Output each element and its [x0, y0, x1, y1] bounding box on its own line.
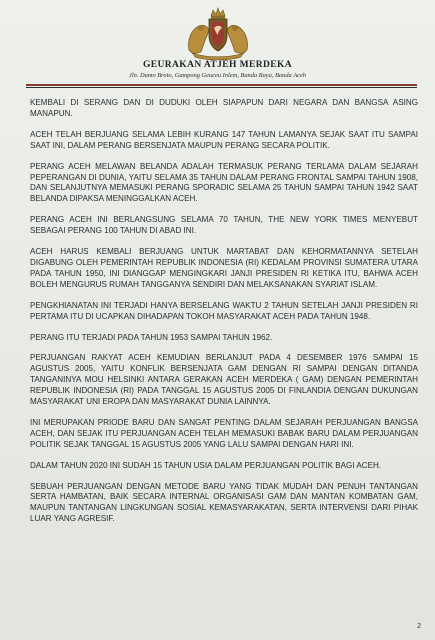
body-paragraph: ACEH HARUS KEMBALI BERJUANG UNTUK MARTABAT DAN KEHORMATANNYA SETELAH DIGABUNG OLEH PEMERINTAH REPUBLIK INDONESIA (RI) KEDALAM PROVINSI SUMATERA UTARA PADA TAHUN 1950, INI DIANGGAP MENGINGKARI JANJI PRESIDEN RI KETIKA ITU, BAHWA ACEH BOLEH MENGURUS RUMAH TANGGANYA SENDIRI DAN MELAKSANAKAN SYARIAT ISLAM.: [30, 247, 418, 289]
body-paragraph: SEBUAH PERJUANGAN DENGAN METODE BARU YANG TIDAK MUDAH DAN PENUH TANTANGAN SERTA HAMBATAN, BAIK SECARA INTERNAL ORGANISASI GAM DAN MANTAN KOMBATAN GAM, MAUPUN TANTANGAN LINGKUNGAN SOSIAL KEMASYARAKATAN, SERTA INTERVENSI DARI PIHAK LUAR YANG AGRESIF.: [30, 481, 418, 524]
body-paragraph: KEMBALI DI SERANG DAN DI DUDUKI OLEH SIAPAPUN DARI NEGARA DAN BANGSA ASING MANAPUN.: [30, 98, 418, 118]
body-paragraph: ACEH TELAH BERJUANG SELAMA LEBIH KURANG 147 TAHUN LAMANYA SEJAK SAAT ITU SAMPAI SAAT INI, DALAM PERANG BERSENJATA MAUPUN PERANG SECARA POLITIK.: [30, 129, 418, 150]
letterhead-divider-red: [26, 84, 417, 86]
coat-of-arms-crest-icon: [183, 6, 253, 60]
page-number: 2: [417, 623, 421, 630]
letterhead-divider-dark: [26, 87, 417, 88]
body-paragraph: PERANG ACEH MELAWAN BELANDA ADALAH TERMASUK PERANG TERLAMA DALAM SEJARAH PEPERANGAN DI DUNIA, YAITU SELAMA 35 TAHUN DALAM PERANG FRONTAL SAMPAI TAHUN 1908, DAN SELANJUTNYA MEMASUKI PERANG SPORADIC SELAMA 25 TAHUN SAMPAI TAHUN 1942 SAAT BELANDA DIPAKSA MENINGGALKAN ACEH.: [30, 161, 418, 204]
body-paragraph: PERJUANGAN RAKYAT ACEH KEMUDIAN BERLANJUT PADA 4 DESEMBER 1976 SAMPAI 15 AGUSTUS 2005, YAITU KONFLIK BERSENJATA GAM DENGAN RI SAMPAI DENGAN DITANDA TANGANINYA MOU HELSINKI ANTARA GERAKAN ACEH MERDEKA ( GAM) DENGAN PEMERINTAH REPUBLIK INDONESIA (RI) PADA TANGGAL 15 AGUSTUS 2005 DI FINLANDIA DENGAN DUKUNGAN MASYARAKAT UNI EROPA DAN MASYARAKAT DUNIA LAINNYA.: [30, 353, 418, 407]
body-paragraph: DALAM TAHUN 2020 INI SUDAH 15 TAHUN USIA DALAM PERJUANGAN POLITIK BAGI ACEH.: [30, 460, 382, 470]
organization-name: GEURAKAN ATJEH MERDEKA: [142, 60, 293, 70]
body-paragraph: PERANG ACEH INI BERLANGSUNG SELAMA 70 TAHUN, THE NEW YORK TIMES MENYEBUT SEBAGAI PERANG 100 TAHUN DI ABAD INI.: [30, 215, 418, 236]
body-paragraph: PENGKHIANATAN INI TERJADI HANYA BERSELANG WAKTU 2 TAHUN SETELAH JANJI PRESIDEN RI PERTAMA ITU DI UCAPKAN DIHADAPAN TOKOH MASYARAKAT ACEH PADA TAHUN 1948.: [30, 300, 418, 321]
document-body: [30, 98, 418, 535]
body-paragraph: INI MERUPAKAN PRIODE BARU DAN SANGAT PENTING DALAM SEJARAH PERJUANGAN BANGSA ACEH, DAN SEJAK ITU PERJUANGAN ACEH TELAH MEMASUKI BABAK BARU DALAM PERJUANGAN POLITIK SEJAK TANGGAL 15 AGUSTUS 2005 YANG LALU SAMPAI DENGAN HARI INI.: [30, 417, 418, 449]
organization-address: Jln. Damo Broto, Gampong Geuceu Inlem, Banda Raya, Banda Aceh: [129, 72, 306, 79]
body-paragraph: PERANG ITU TERJADI PADA TAHUN 1953 SAMPAI TAHUN 1962.: [30, 332, 273, 342]
